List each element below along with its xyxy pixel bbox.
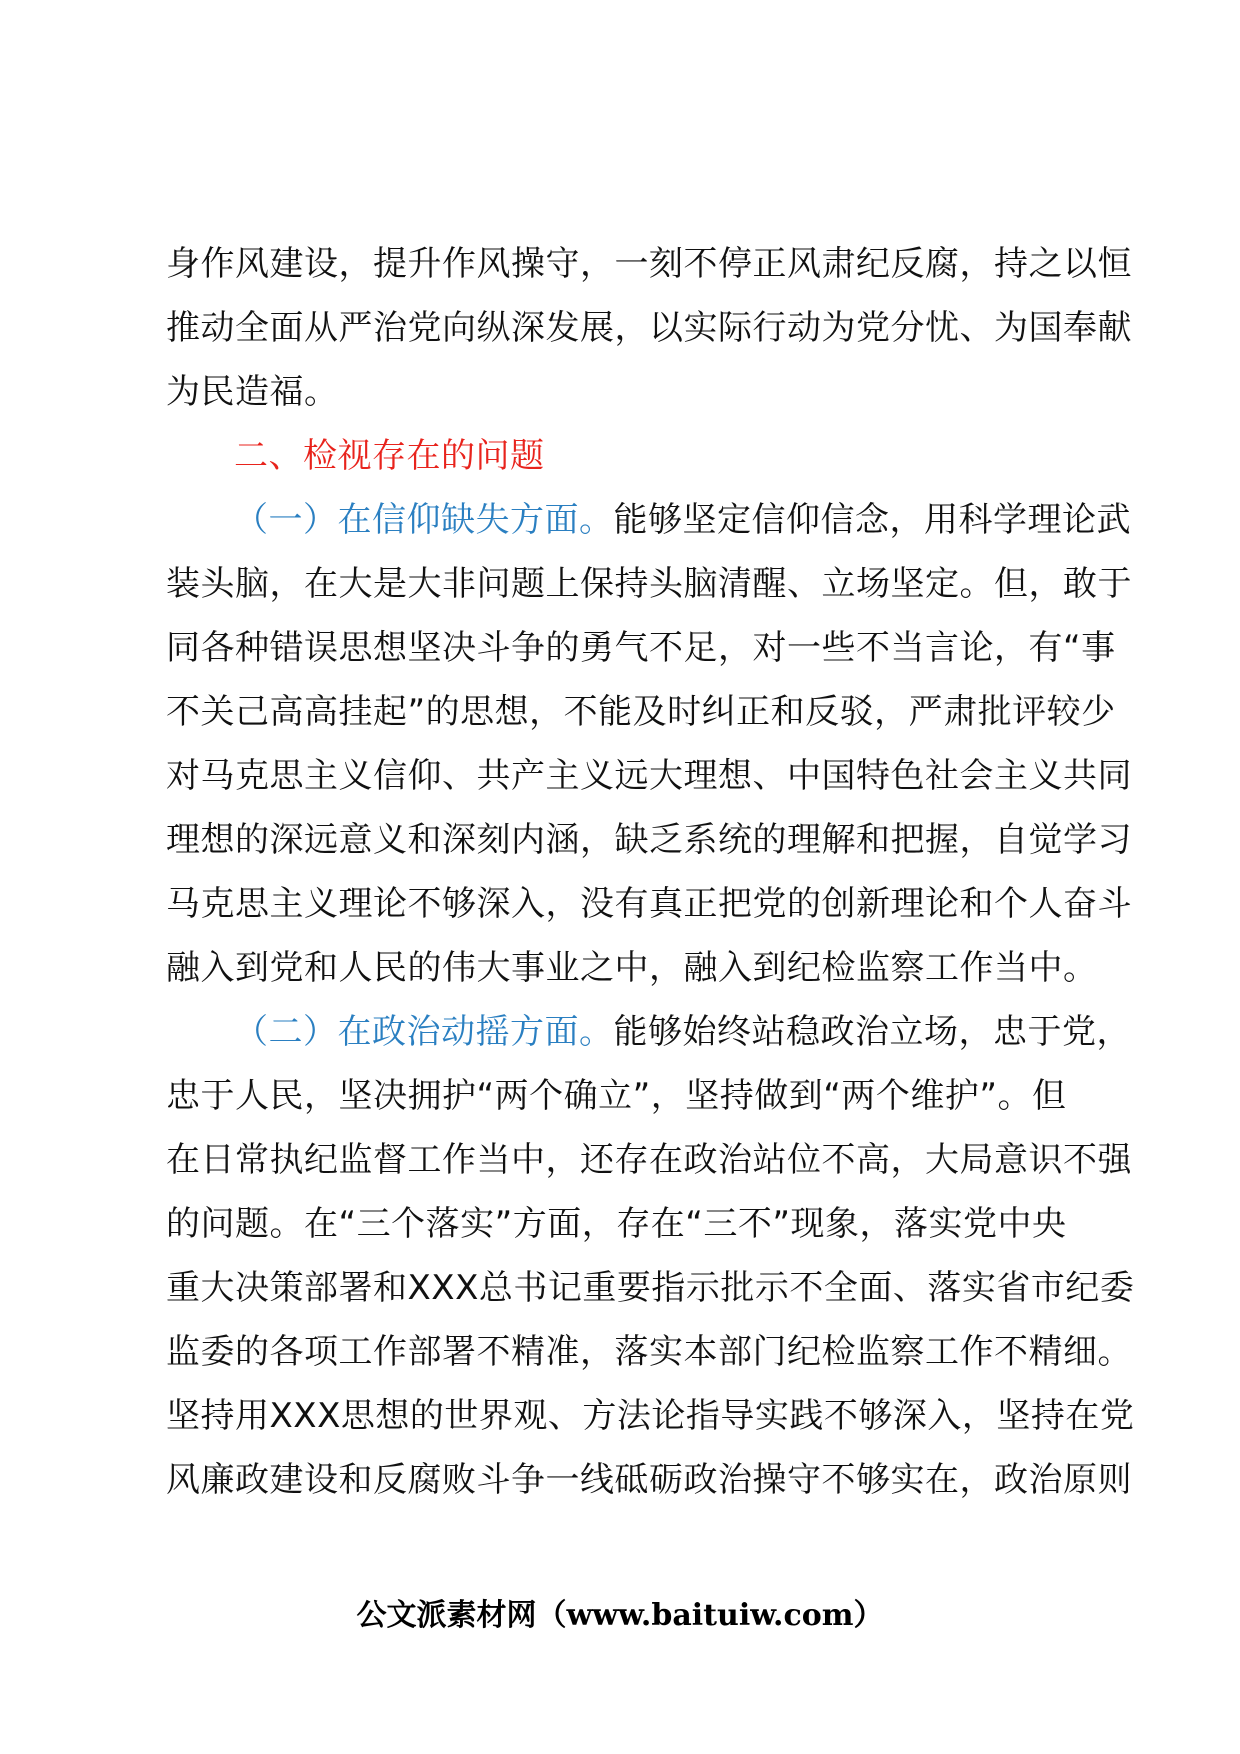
para2-line: 监委的各项工作部署不精准，落实本部门纪检监察工作不精细。 — [166, 1332, 1132, 1372]
para2-line: 的问题。在“三个落实”方面，存在“三不”现象，落实党中央 — [166, 1204, 1067, 1244]
para2-line: 重大决策部署和XXX总书记重要指示批示不全面、落实省市纪委 — [166, 1268, 1135, 1308]
para1-first-line — [166, 488, 1131, 552]
body-line: 身作风建设，提升作风操守，一刻不停正风肃纪反腐，持之以恒 — [166, 244, 1132, 284]
para2-line: 风廉政建设和反腐败斗争一线砥砺政治操守不够实在，政治原则 — [166, 1460, 1132, 1500]
document-body — [166, 232, 1135, 1512]
para1-line: 融入到党和人民的伟大事业之中，融入到纪检监察工作当中。 — [166, 948, 1098, 988]
para2-heading: （二）在政治动摇方面。 — [234, 1012, 614, 1052]
body-line: 为民造福。 — [166, 372, 339, 412]
para1-line: 装头脑，在大是大非问题上保持头脑清醒、立场坚定。但，敢于 — [166, 564, 1132, 604]
para1-first-line-text: 能够坚定信仰信念，用科学理论武 — [613, 500, 1131, 540]
footer-source: 公文派素材网（www.baituiw.com） — [356, 1598, 884, 1633]
para1-line: 理想的深远意义和深刻内涵，缺乏系统的理解和把握，自觉学习 — [166, 820, 1132, 860]
para2-line: 坚持用XXX思想的世界观、方法论指导实践不够深入，坚持在党 — [166, 1396, 1135, 1436]
para1-line: 不关己高高挂起”的思想，不能及时纠正和反驳，严肃批评较少 — [166, 692, 1116, 732]
section-heading: 二、检视存在的问题 — [234, 436, 545, 476]
para2-first-line — [166, 1000, 1131, 1064]
para2-first-line-text: 能够始终站稳政治立场，忠于党， — [613, 1012, 1131, 1052]
para2-line: 在日常执纪监督工作当中，还存在政治站位不高，大局意识不强 — [166, 1140, 1132, 1180]
para2-line: 忠于人民，坚决拥护“两个确立”，坚持做到“两个维护”。但 — [166, 1076, 1067, 1116]
para1-line: 对马克思主义信仰、共产主义远大理想、中国特色社会主义共同 — [166, 756, 1132, 796]
para1-heading: （一）在信仰缺失方面。 — [234, 500, 614, 540]
body-line: 推动全面从严治党向纵深发展，以实际行动为党分忧、为国奉献 — [166, 308, 1132, 348]
para1-line: 同各种错误思想坚决斗争的勇气不足，对一些不当言论，有“事 — [166, 628, 1116, 668]
para1-line: 马克思主义理论不够深入，没有真正把党的创新理论和个人奋斗 — [166, 884, 1132, 924]
